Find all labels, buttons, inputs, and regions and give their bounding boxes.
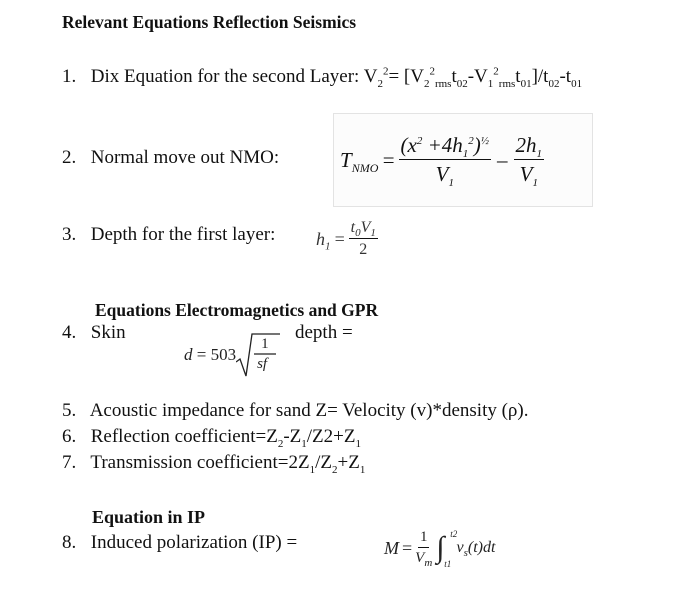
- impedance-text: Acoustic impedance for sand Z= Velocity (v)*density (ρ).: [89, 400, 529, 421]
- transmission-text: Transmission $coefficient=2Z_1/Z_2+Z_1$: [90, 452, 366, 476]
- list-item-dix: [62, 66, 582, 88]
- item-number: 1.: [62, 66, 77, 87]
- skin-label: Skin: [90, 322, 126, 343]
- list-item-transmission: [62, 452, 365, 474]
- reflection-text: Reflection $coefficient=Z_2-Z_1/Z2+Z_1$: [90, 426, 361, 450]
- item-number: 7.: [62, 452, 77, 473]
- list-item-nmo: [62, 147, 279, 169]
- page-title: Relevant Equations Reflection Seismics: [62, 12, 357, 32]
- nmo-fraction-2: $\frac{2h_1}{V_1}$: [515, 133, 543, 190]
- item-number: 8.: [62, 532, 77, 553]
- dix-equation-text: Dix Equation for the second Layer: $V_2^2= [V_2^2_{rms}t_{02}-V_1^2_{rms}t_{01}]/t_{02}-t_{01}$: [90, 65, 583, 90]
- list-item-ip: [62, 532, 297, 554]
- depth-equation: $h_1$ = $\frac{t_0V_1}{2}$: [316, 219, 376, 258]
- ip-equation: M = $\frac{1}{V_m}$ ∫ t2 t1 $v_s(t)dt$: [384, 529, 496, 569]
- item-number: 5.: [62, 400, 77, 421]
- list-item-impedance: [62, 400, 528, 422]
- item-number: 6.: [62, 426, 77, 447]
- skin-equation: d = 503 1 sf: [184, 332, 280, 378]
- item-number: 2.: [62, 147, 77, 168]
- list-item-depth: [62, 224, 275, 246]
- list-item-reflection: [62, 426, 361, 448]
- heading-em: Equations Electromagnetics and GPR: [95, 300, 379, 320]
- list-item-skin: [62, 322, 126, 344]
- nmo-fraction-1: $\frac{(x^2 +4h_1^2)^{\frac{1}{2}}}{V_1}$: [400, 133, 490, 190]
- nmo-label: Normal move out NMO:: [90, 147, 280, 168]
- depth-label: Depth for the first layer:: [90, 224, 276, 245]
- skin-depth-label: depth =: [295, 322, 353, 343]
- ip-label: Induced polarization (IP) =: [90, 532, 298, 553]
- nmo-equation: $T_{NMO}$ = $\frac{(x^2 +4h_1^2)^{\frac{1}{2}}}{V_1}$ – $\frac{2h_1}{V_1}$: [340, 133, 543, 190]
- heading-ip: Equation in IP: [92, 507, 206, 527]
- item-number: 4.: [62, 322, 77, 343]
- item-number: 3.: [62, 224, 77, 245]
